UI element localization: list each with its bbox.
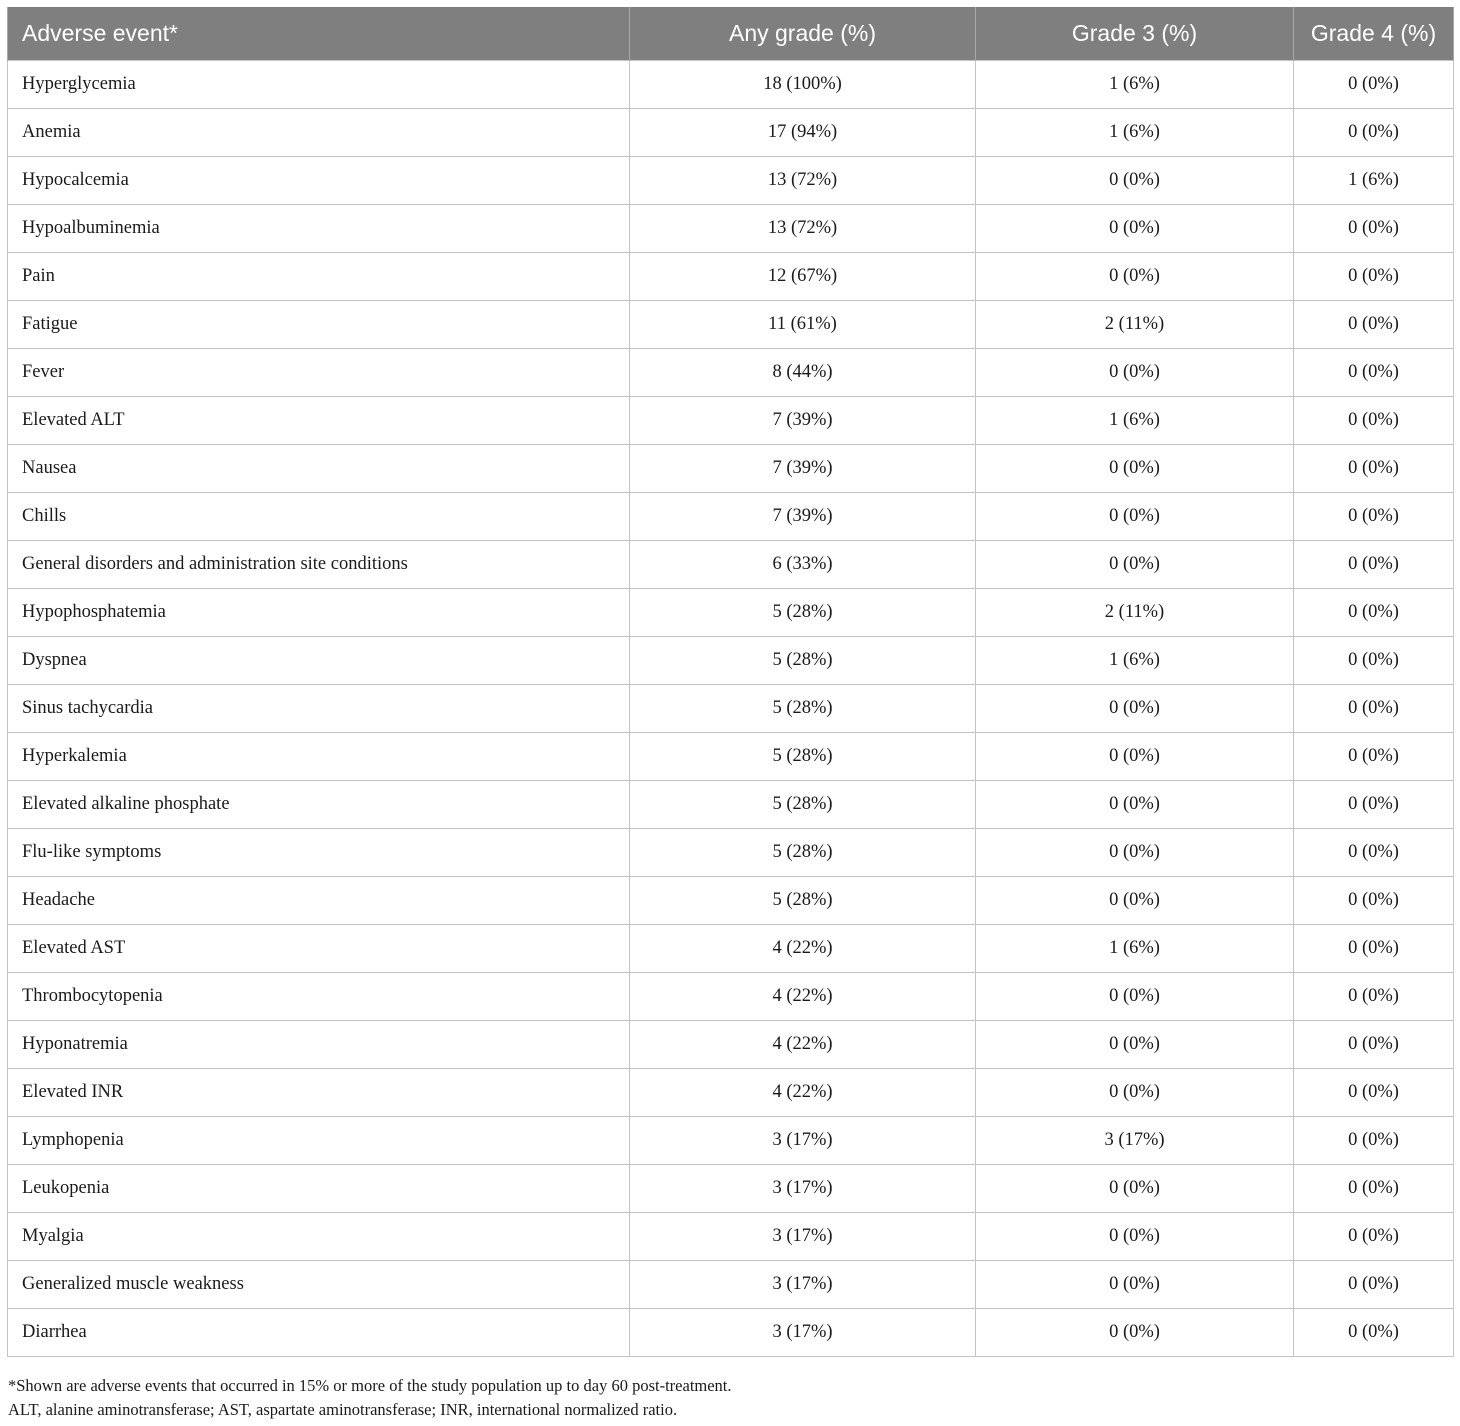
cell-adverse-event: Lymphopenia xyxy=(8,1117,630,1165)
cell-grade-3: 0 (0%) xyxy=(976,541,1294,589)
cell-grade-4: 0 (0%) xyxy=(1294,781,1454,829)
cell-grade-3: 1 (6%) xyxy=(976,925,1294,973)
cell-adverse-event: Flu-like symptoms xyxy=(8,829,630,877)
footnote-asterisk: *Shown are adverse events that occurred in 15% or more of the study population up to day 60 post-treatment. xyxy=(8,1376,732,1395)
cell-grade-3: 0 (0%) xyxy=(976,733,1294,781)
cell-adverse-event: Hypophosphatemia xyxy=(8,589,630,637)
cell-grade-3: 1 (6%) xyxy=(976,397,1294,445)
table-row xyxy=(8,1117,1454,1165)
cell-any-grade: 7 (39%) xyxy=(630,445,976,493)
cell-adverse-event: Chills xyxy=(8,493,630,541)
cell-any-grade: 6 (33%) xyxy=(630,541,976,589)
cell-any-grade: 17 (94%) xyxy=(630,109,976,157)
table-row xyxy=(8,1069,1454,1117)
cell-grade-3: 0 (0%) xyxy=(976,1309,1294,1357)
cell-grade-3: 0 (0%) xyxy=(976,1069,1294,1117)
cell-grade-3: 2 (11%) xyxy=(976,301,1294,349)
cell-grade-4: 0 (0%) xyxy=(1294,493,1454,541)
table-row xyxy=(8,589,1454,637)
cell-grade-3: 0 (0%) xyxy=(976,781,1294,829)
cell-adverse-event: Diarrhea xyxy=(8,1309,630,1357)
cell-grade-3: 0 (0%) xyxy=(976,157,1294,205)
cell-adverse-event: Elevated ALT xyxy=(8,397,630,445)
cell-grade-3: 0 (0%) xyxy=(976,829,1294,877)
cell-any-grade: 3 (17%) xyxy=(630,1165,976,1213)
cell-grade-4: 0 (0%) xyxy=(1294,925,1454,973)
cell-grade-4: 0 (0%) xyxy=(1294,637,1454,685)
header-any-grade: Any grade (%) xyxy=(630,7,976,61)
table-row xyxy=(8,1309,1454,1357)
cell-grade-4: 0 (0%) xyxy=(1294,733,1454,781)
header-adverse-event: Adverse event* xyxy=(8,7,630,61)
table-row xyxy=(8,445,1454,493)
cell-any-grade: 3 (17%) xyxy=(630,1117,976,1165)
cell-adverse-event: Hyperglycemia xyxy=(8,61,630,109)
cell-grade-4: 0 (0%) xyxy=(1294,445,1454,493)
cell-any-grade: 18 (100%) xyxy=(630,61,976,109)
cell-grade-3: 2 (11%) xyxy=(976,589,1294,637)
cell-grade-3: 1 (6%) xyxy=(976,637,1294,685)
table-row xyxy=(8,1261,1454,1309)
table-footnotes xyxy=(8,1374,732,1422)
cell-grade-3: 1 (6%) xyxy=(976,61,1294,109)
cell-adverse-event: Fever xyxy=(8,349,630,397)
cell-adverse-event: Hypocalcemia xyxy=(8,157,630,205)
cell-any-grade: 4 (22%) xyxy=(630,973,976,1021)
table-row xyxy=(8,205,1454,253)
cell-grade-4: 0 (0%) xyxy=(1294,685,1454,733)
table-row xyxy=(8,1021,1454,1069)
table-row xyxy=(8,925,1454,973)
table-row xyxy=(8,733,1454,781)
table-row xyxy=(8,157,1454,205)
table-row xyxy=(8,1213,1454,1261)
cell-any-grade: 5 (28%) xyxy=(630,637,976,685)
cell-grade-4: 0 (0%) xyxy=(1294,1021,1454,1069)
cell-grade-3: 0 (0%) xyxy=(976,877,1294,925)
table-header xyxy=(8,7,1454,61)
cell-grade-3: 0 (0%) xyxy=(976,205,1294,253)
cell-grade-4: 0 (0%) xyxy=(1294,349,1454,397)
header-grade-3: Grade 3 (%) xyxy=(976,7,1294,61)
cell-grade-4: 0 (0%) xyxy=(1294,877,1454,925)
cell-grade-3: 0 (0%) xyxy=(976,253,1294,301)
table-row xyxy=(8,685,1454,733)
cell-any-grade: 5 (28%) xyxy=(630,877,976,925)
table-row xyxy=(8,253,1454,301)
header-row xyxy=(8,7,1454,61)
cell-adverse-event: Generalized muscle weakness xyxy=(8,1261,630,1309)
cell-adverse-event: Hypoalbuminemia xyxy=(8,205,630,253)
table-row xyxy=(8,781,1454,829)
cell-grade-4: 0 (0%) xyxy=(1294,61,1454,109)
cell-grade-3: 0 (0%) xyxy=(976,1261,1294,1309)
cell-any-grade: 7 (39%) xyxy=(630,397,976,445)
cell-any-grade: 5 (28%) xyxy=(630,781,976,829)
table-row xyxy=(8,973,1454,1021)
cell-grade-3: 0 (0%) xyxy=(976,349,1294,397)
cell-adverse-event: Hyponatremia xyxy=(8,1021,630,1069)
cell-adverse-event: Leukopenia xyxy=(8,1165,630,1213)
cell-adverse-event: Anemia xyxy=(8,109,630,157)
cell-any-grade: 3 (17%) xyxy=(630,1309,976,1357)
cell-grade-3: 0 (0%) xyxy=(976,1213,1294,1261)
table-row xyxy=(8,493,1454,541)
table-row xyxy=(8,301,1454,349)
cell-grade-4: 0 (0%) xyxy=(1294,1117,1454,1165)
cell-grade-4: 0 (0%) xyxy=(1294,1165,1454,1213)
cell-grade-4: 0 (0%) xyxy=(1294,253,1454,301)
cell-grade-4: 0 (0%) xyxy=(1294,109,1454,157)
cell-any-grade: 11 (61%) xyxy=(630,301,976,349)
table-row xyxy=(8,109,1454,157)
cell-adverse-event: Fatigue xyxy=(8,301,630,349)
table-row xyxy=(8,61,1454,109)
cell-adverse-event: Headache xyxy=(8,877,630,925)
cell-any-grade: 3 (17%) xyxy=(630,1261,976,1309)
cell-any-grade: 3 (17%) xyxy=(630,1213,976,1261)
cell-grade-4: 0 (0%) xyxy=(1294,1261,1454,1309)
cell-any-grade: 5 (28%) xyxy=(630,829,976,877)
cell-any-grade: 12 (67%) xyxy=(630,253,976,301)
cell-grade-3: 0 (0%) xyxy=(976,973,1294,1021)
header-grade-4: Grade 4 (%) xyxy=(1294,7,1454,61)
cell-grade-4: 0 (0%) xyxy=(1294,589,1454,637)
cell-adverse-event: Elevated INR xyxy=(8,1069,630,1117)
adverse-events-table xyxy=(7,7,1454,1357)
table-row xyxy=(8,1165,1454,1213)
cell-grade-3: 3 (17%) xyxy=(976,1117,1294,1165)
cell-grade-4: 0 (0%) xyxy=(1294,541,1454,589)
cell-any-grade: 13 (72%) xyxy=(630,205,976,253)
cell-grade-3: 1 (6%) xyxy=(976,109,1294,157)
cell-grade-4: 0 (0%) xyxy=(1294,397,1454,445)
cell-grade-4: 0 (0%) xyxy=(1294,973,1454,1021)
cell-adverse-event: General disorders and administration site conditions xyxy=(8,541,630,589)
cell-adverse-event: Elevated alkaline phosphate xyxy=(8,781,630,829)
cell-grade-4: 0 (0%) xyxy=(1294,829,1454,877)
cell-adverse-event: Myalgia xyxy=(8,1213,630,1261)
cell-grade-3: 0 (0%) xyxy=(976,1021,1294,1069)
cell-grade-3: 0 (0%) xyxy=(976,1165,1294,1213)
cell-adverse-event: Pain xyxy=(8,253,630,301)
cell-grade-4: 0 (0%) xyxy=(1294,1309,1454,1357)
cell-any-grade: 5 (28%) xyxy=(630,733,976,781)
cell-grade-4: 0 (0%) xyxy=(1294,205,1454,253)
table-row xyxy=(8,349,1454,397)
cell-any-grade: 4 (22%) xyxy=(630,1021,976,1069)
cell-any-grade: 4 (22%) xyxy=(630,925,976,973)
cell-adverse-event: Elevated AST xyxy=(8,925,630,973)
cell-any-grade: 13 (72%) xyxy=(630,157,976,205)
cell-adverse-event: Hyperkalemia xyxy=(8,733,630,781)
cell-any-grade: 5 (28%) xyxy=(630,685,976,733)
cell-adverse-event: Nausea xyxy=(8,445,630,493)
cell-grade-3: 0 (0%) xyxy=(976,493,1294,541)
cell-grade-3: 0 (0%) xyxy=(976,445,1294,493)
table-row xyxy=(8,541,1454,589)
table-row xyxy=(8,877,1454,925)
cell-adverse-event: Thrombocytopenia xyxy=(8,973,630,1021)
cell-any-grade: 4 (22%) xyxy=(630,1069,976,1117)
table-row xyxy=(8,397,1454,445)
cell-grade-4: 1 (6%) xyxy=(1294,157,1454,205)
footnote-abbreviations: ALT, alanine aminotransferase; AST, aspartate aminotransferase; INR, international normalized ratio. xyxy=(8,1400,678,1419)
cell-any-grade: 5 (28%) xyxy=(630,589,976,637)
cell-grade-4: 0 (0%) xyxy=(1294,301,1454,349)
cell-grade-4: 0 (0%) xyxy=(1294,1213,1454,1261)
cell-any-grade: 8 (44%) xyxy=(630,349,976,397)
table-body xyxy=(8,61,1454,1357)
cell-any-grade: 7 (39%) xyxy=(630,493,976,541)
table-row xyxy=(8,829,1454,877)
table-row xyxy=(8,637,1454,685)
cell-grade-3: 0 (0%) xyxy=(976,685,1294,733)
cell-adverse-event: Sinus tachycardia xyxy=(8,685,630,733)
cell-adverse-event: Dyspnea xyxy=(8,637,630,685)
cell-grade-4: 0 (0%) xyxy=(1294,1069,1454,1117)
